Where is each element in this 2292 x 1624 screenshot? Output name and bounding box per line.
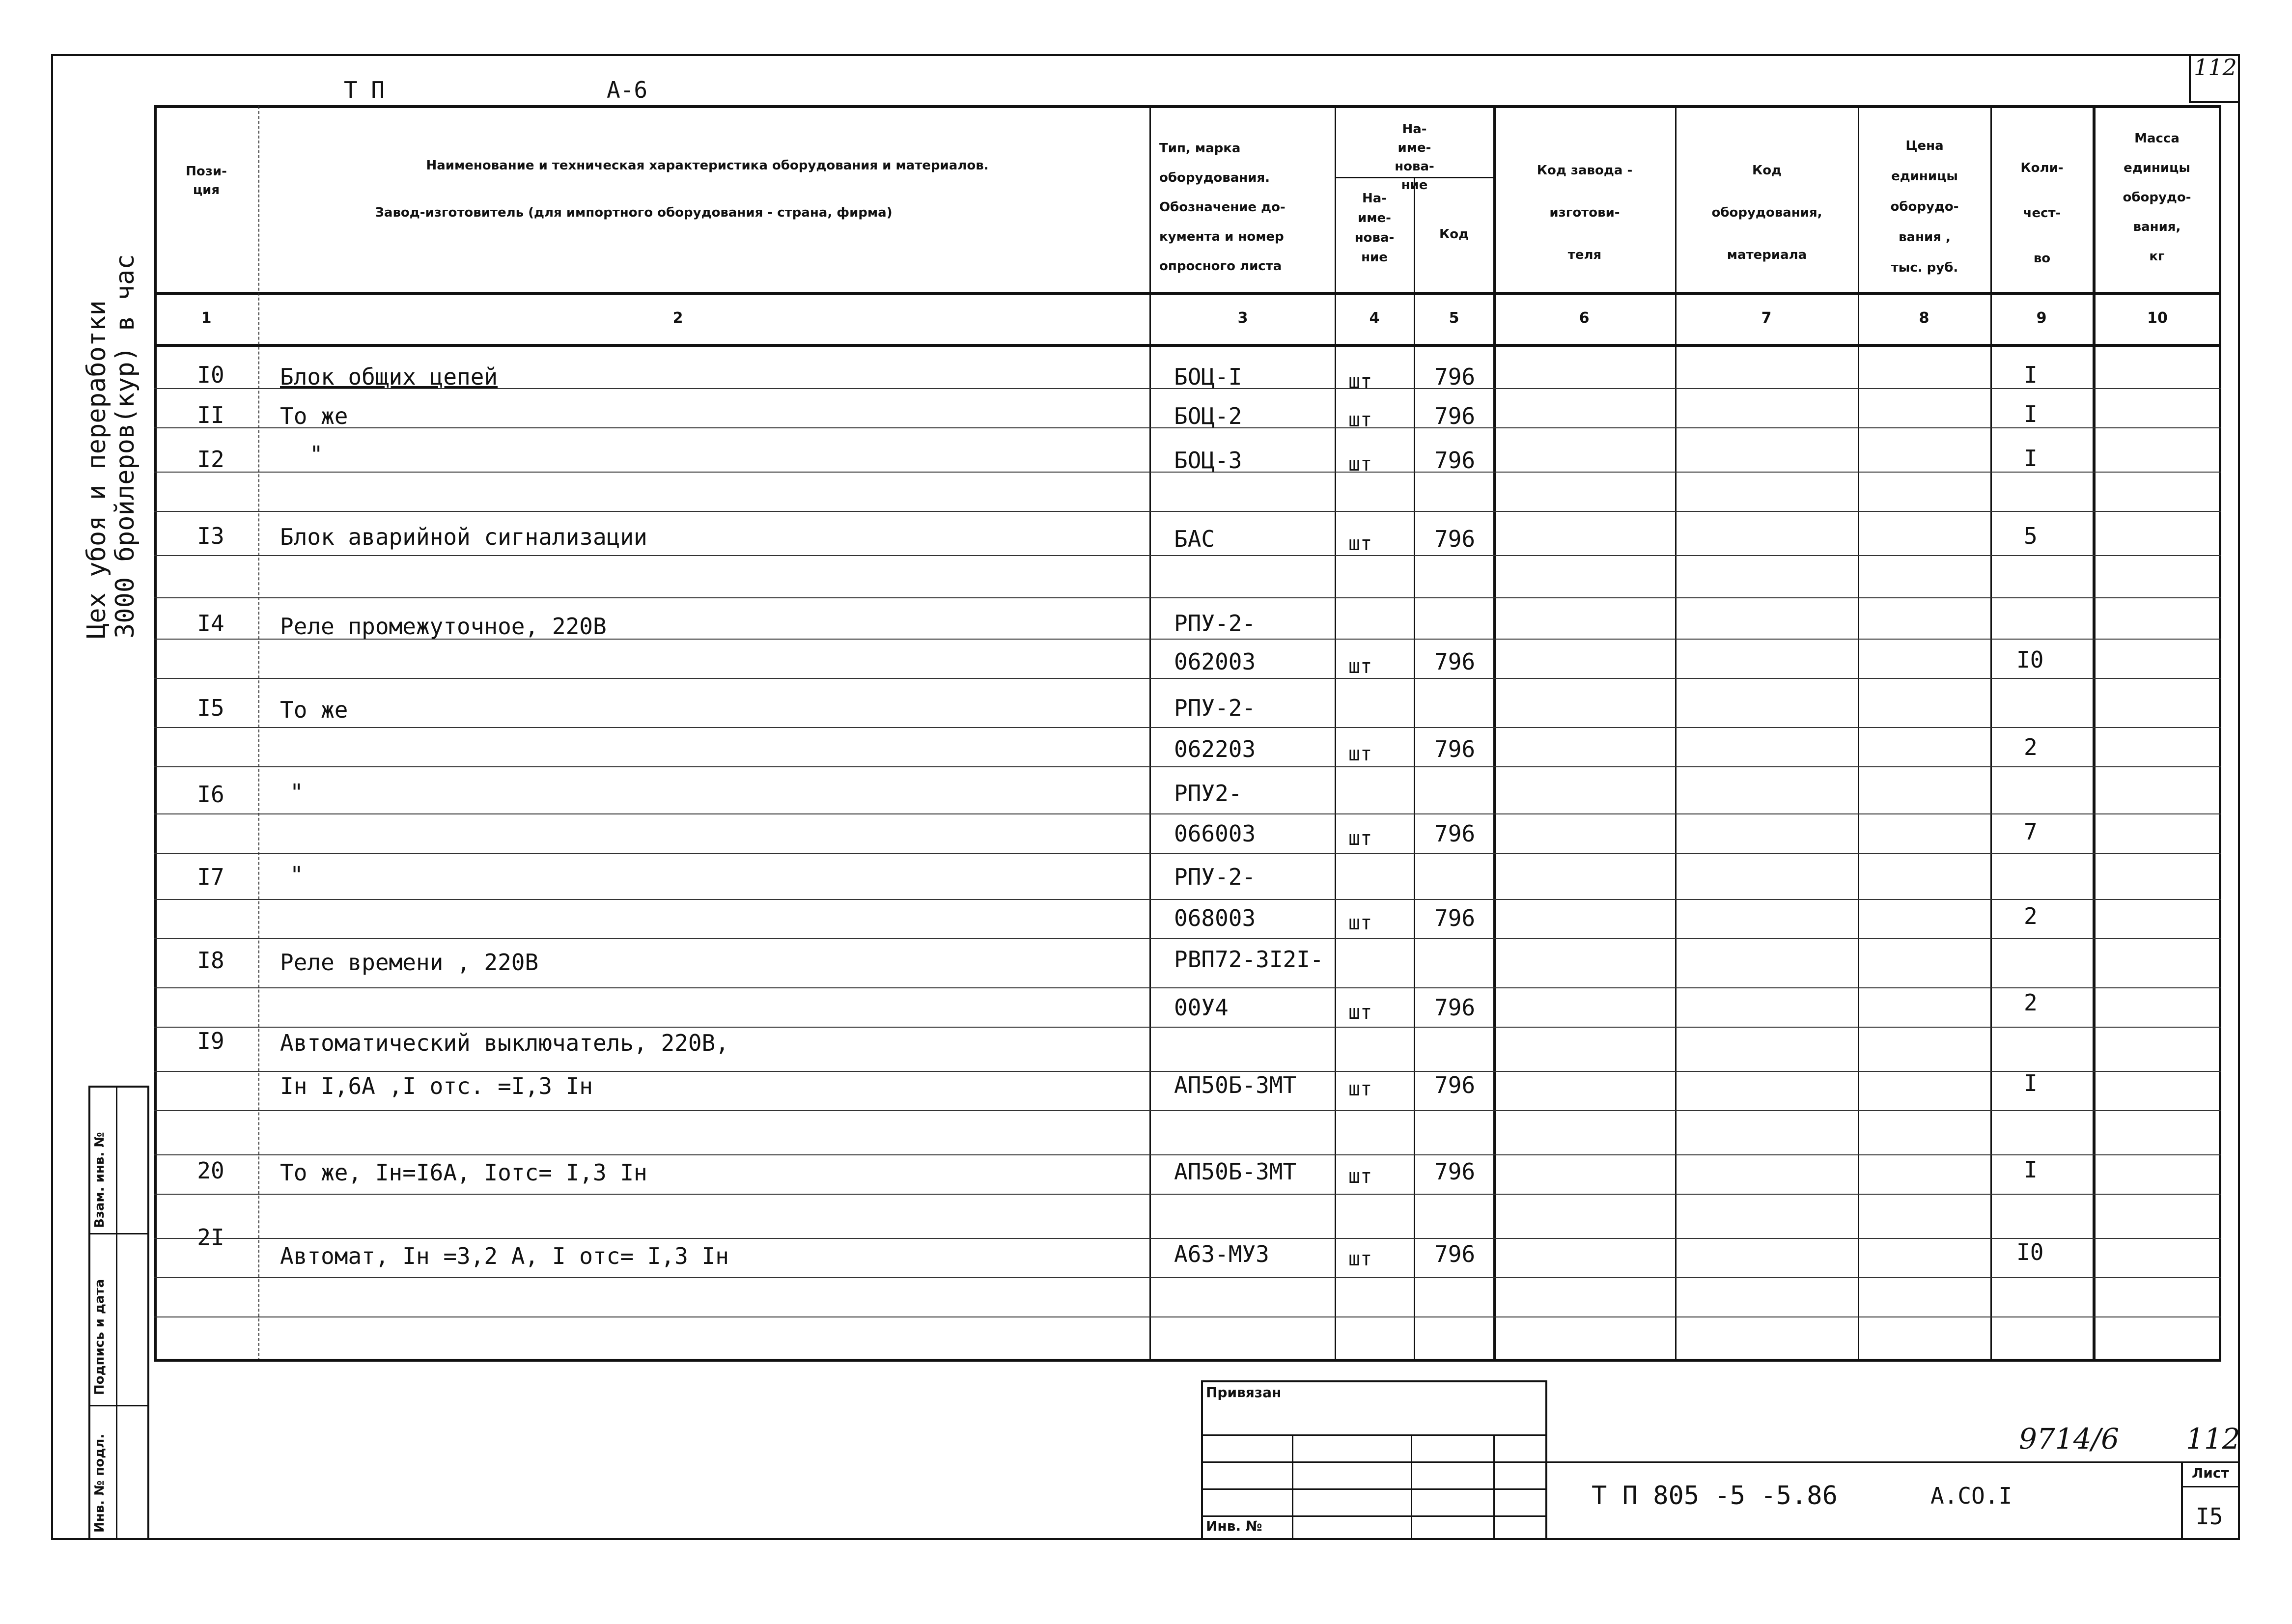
colnum-10: 10 bbox=[2147, 309, 2168, 327]
colnum-4: 4 bbox=[1369, 309, 1380, 327]
row-unit-code: 796 bbox=[1434, 648, 1476, 675]
row-type: РПУ-2- bbox=[1174, 864, 1256, 890]
col-divider-2 bbox=[1149, 106, 1151, 1361]
document-number: Т П 805 -5 -5.86 bbox=[1592, 1481, 1838, 1511]
colnum-7: 7 bbox=[1761, 309, 1772, 327]
row-position: 2I bbox=[197, 1224, 224, 1251]
col-divider-4 bbox=[1414, 177, 1415, 1361]
header-factory-code: Код завода - изготови- теля bbox=[1537, 163, 1633, 262]
header-unit-code: Код bbox=[1439, 227, 1469, 242]
row-rule bbox=[154, 1194, 2221, 1195]
sheet-box-rule bbox=[2181, 1486, 2240, 1487]
row-type-cont: 00У4 bbox=[1174, 994, 1229, 1021]
header-bottom-rule bbox=[154, 292, 2221, 295]
row-position: I5 bbox=[197, 695, 224, 721]
col-divider-7 bbox=[1858, 106, 1859, 1361]
header-top-rule bbox=[154, 105, 2221, 108]
row-rule bbox=[154, 766, 2221, 767]
project-label: Т П bbox=[344, 77, 385, 103]
row-rule bbox=[154, 1277, 2221, 1278]
header-unit-group: На- име- нова- ние bbox=[1395, 122, 1434, 193]
stamp-label-inventory: Инв. № подл. bbox=[92, 1433, 107, 1533]
colnum-2: 2 bbox=[672, 309, 683, 327]
row-quantity: I bbox=[2024, 1156, 2038, 1183]
row-rule bbox=[154, 555, 2221, 556]
row-position: I4 bbox=[197, 610, 224, 637]
row-rule bbox=[154, 938, 2221, 939]
row-rule bbox=[154, 987, 2221, 988]
row-name: То же bbox=[280, 697, 348, 723]
row-quantity: I0 bbox=[2016, 1239, 2044, 1265]
row-quantity: 7 bbox=[2024, 818, 2038, 845]
stamp-rule bbox=[116, 1086, 117, 1540]
row-position: II bbox=[197, 402, 224, 428]
row-type-cont: 062203 bbox=[1174, 736, 1256, 762]
row-position: I6 bbox=[197, 781, 224, 808]
row-unit-code: 796 bbox=[1434, 736, 1476, 762]
binding-rule bbox=[1201, 1515, 1547, 1517]
row-name: Блок аварийной сигнализации bbox=[280, 524, 647, 550]
row-unit-code: 796 bbox=[1434, 994, 1476, 1021]
binding-rule bbox=[1411, 1434, 1412, 1540]
colnum-bottom-rule bbox=[154, 344, 2221, 347]
row-type: БОЦ-3 bbox=[1174, 447, 1242, 474]
row-quantity: 2 bbox=[2024, 903, 2038, 929]
binding-rule bbox=[1201, 1434, 1547, 1436]
row-name: " bbox=[309, 441, 323, 468]
row-rule bbox=[154, 813, 2221, 814]
header-mass: Масса единицы оборудо- вания, кг bbox=[2123, 131, 2191, 264]
title-block-rule bbox=[1547, 1461, 2240, 1463]
header-unit-name: На- име- нова- ние bbox=[1354, 191, 1395, 265]
row-quantity: I bbox=[2024, 445, 2038, 472]
binding-label: Привязан bbox=[1206, 1384, 1282, 1400]
colnum-5: 5 bbox=[1449, 309, 1459, 327]
row-position: I2 bbox=[197, 446, 224, 473]
row-position: I3 bbox=[197, 523, 224, 549]
stamp-label-replacement: Взам. инв. № bbox=[92, 1132, 107, 1228]
row-type-cont: 066003 bbox=[1174, 820, 1256, 847]
col-divider-9 bbox=[2093, 106, 2096, 1361]
row-unit: шт bbox=[1348, 370, 1372, 393]
row-position: I9 bbox=[197, 1028, 224, 1054]
row-position: I0 bbox=[197, 362, 224, 388]
row-name: " bbox=[290, 862, 304, 888]
header-unit-price: Цена единицы оборудо- вания , тыс. руб. bbox=[1890, 139, 1959, 275]
row-name: Блок общих цепей bbox=[280, 364, 498, 390]
binding-rule bbox=[1292, 1434, 1293, 1540]
row-name: То же, Iн=I6А, Iотс= I,3 Iн bbox=[280, 1159, 647, 1186]
row-type-cont: 068003 bbox=[1174, 905, 1256, 931]
row-type: РВП72-3I2I- bbox=[1174, 946, 1324, 973]
row-rule bbox=[154, 511, 2221, 512]
row-rule bbox=[154, 678, 2221, 679]
row-quantity: I0 bbox=[2016, 646, 2044, 673]
binding-rule bbox=[1493, 1434, 1495, 1540]
stamp-rule bbox=[88, 1233, 149, 1234]
col-divider-6 bbox=[1675, 106, 1677, 1361]
sheet-number: I5 bbox=[2196, 1503, 2223, 1530]
row-quantity: 2 bbox=[2024, 989, 2038, 1016]
row-unit-code: 796 bbox=[1434, 447, 1476, 474]
row-type: А63-МУ3 bbox=[1174, 1241, 1269, 1267]
table-bottom-rule bbox=[154, 1359, 2221, 1362]
header-position: Пози- ция bbox=[186, 164, 227, 197]
header-quantity: Коли- чест- во bbox=[2020, 161, 2064, 266]
row-name-cont: Iн I,6А ,I отс. =I,3 Iн bbox=[280, 1073, 593, 1099]
row-unit: шт bbox=[1348, 1001, 1372, 1024]
row-name: То же bbox=[280, 403, 348, 429]
colnum-6: 6 bbox=[1579, 309, 1590, 327]
row-unit: шт bbox=[1348, 743, 1372, 765]
row-unit: шт bbox=[1348, 453, 1372, 476]
stamp-rule bbox=[88, 1405, 149, 1406]
row-name: Реле времени , 220В bbox=[280, 949, 539, 976]
side-title-line1: Цех убоя и переработки bbox=[82, 300, 112, 639]
row-rule bbox=[154, 597, 2221, 598]
row-rule bbox=[154, 899, 2221, 900]
sheet-label: Лист bbox=[2192, 1465, 2229, 1481]
row-unit-code: 796 bbox=[1434, 526, 1476, 552]
row-position: I7 bbox=[197, 864, 224, 890]
col-divider-5 bbox=[1493, 106, 1496, 1361]
row-rule bbox=[154, 1154, 2221, 1155]
col-divider-8 bbox=[1990, 106, 1992, 1361]
row-unit: шт bbox=[1348, 1248, 1372, 1270]
row-quantity: 2 bbox=[2024, 734, 2038, 760]
col-divider-3 bbox=[1335, 106, 1336, 1361]
row-type: РПУ2- bbox=[1174, 780, 1242, 807]
colnum-8: 8 bbox=[1919, 309, 1929, 327]
row-rule bbox=[154, 1110, 2221, 1111]
row-quantity: 5 bbox=[2024, 523, 2038, 549]
row-unit-code: 796 bbox=[1434, 905, 1476, 931]
row-type: РПУ-2- bbox=[1174, 695, 1256, 721]
row-unit: шт bbox=[1348, 532, 1372, 555]
document-code: А.СО.I bbox=[1930, 1483, 2012, 1509]
row-position: I8 bbox=[197, 947, 224, 974]
row-unit-code: 796 bbox=[1434, 1072, 1476, 1098]
row-unit-code: 796 bbox=[1434, 1241, 1476, 1267]
row-unit: шт bbox=[1348, 912, 1372, 934]
row-name: Автомат, Iн =3,2 А, I отс= I,3 Iн bbox=[280, 1243, 729, 1269]
header-name-line2: Завод-изготовитель (для импортного оборудования - страна, фирма) bbox=[375, 205, 893, 220]
row-position: 20 bbox=[197, 1157, 224, 1184]
row-rule bbox=[154, 1027, 2221, 1028]
row-unit-code: 796 bbox=[1434, 364, 1476, 390]
stamp-label-signature: Подпись и дата bbox=[92, 1279, 107, 1395]
row-unit-code: 796 bbox=[1434, 403, 1476, 429]
colnum-9: 9 bbox=[2036, 309, 2047, 327]
col-divider-1 bbox=[258, 106, 259, 1361]
row-unit: шт bbox=[1348, 1165, 1372, 1188]
row-type: БОЦ-I bbox=[1174, 364, 1242, 390]
row-quantity: I bbox=[2024, 401, 2038, 427]
corner-number: 112 bbox=[2194, 54, 2237, 81]
row-type: БАС bbox=[1174, 526, 1215, 552]
row-rule bbox=[154, 727, 2221, 728]
row-type: АП50Б-3МТ bbox=[1174, 1158, 1297, 1185]
row-rule bbox=[154, 853, 2221, 854]
row-rule bbox=[154, 1238, 2221, 1239]
row-unit-code: 796 bbox=[1434, 1158, 1476, 1185]
row-rule bbox=[154, 1316, 2221, 1317]
album-label: А-6 bbox=[607, 77, 648, 103]
row-unit-code: 796 bbox=[1434, 820, 1476, 847]
row-unit: шт bbox=[1348, 409, 1372, 431]
colnum-3: 3 bbox=[1237, 309, 1248, 327]
side-title-line2: 3000 бройлеров(кур) в час bbox=[111, 254, 140, 639]
row-name: " bbox=[290, 779, 304, 806]
row-unit: шт bbox=[1348, 827, 1372, 850]
header-equipment-code: Код оборудования, материала bbox=[1711, 163, 1822, 262]
row-type: РПУ-2- bbox=[1174, 610, 1256, 637]
row-name: Реле промежуточное, 220В bbox=[280, 613, 607, 640]
row-type-cont: 062003 bbox=[1174, 648, 1256, 675]
colnum-1: 1 bbox=[201, 309, 212, 327]
binding-rule bbox=[1201, 1461, 1547, 1463]
row-unit: шт bbox=[1348, 1078, 1372, 1100]
row-type: БОЦ-2 bbox=[1174, 403, 1242, 429]
row-type: АП50Б-3МТ bbox=[1174, 1072, 1297, 1098]
row-quantity: I bbox=[2024, 362, 2038, 388]
row-quantity: I bbox=[2024, 1070, 2038, 1096]
header-type: Тип, марка оборудования. Обозначение до- кумента и номер опросного листа bbox=[1159, 141, 1286, 274]
header-name-line1: Наименование и техническая характеристика оборудования и материалов. bbox=[426, 158, 989, 173]
inventory-number-label: Инв. № bbox=[1206, 1518, 1262, 1534]
handwritten-sheet: 112 bbox=[2186, 1422, 2240, 1456]
row-unit: шт bbox=[1348, 655, 1372, 678]
binding-rule bbox=[1201, 1488, 1547, 1490]
row-name: Автоматический выключатель, 220В, bbox=[280, 1030, 729, 1056]
handwritten-number: 9714/6 bbox=[2019, 1422, 2120, 1456]
